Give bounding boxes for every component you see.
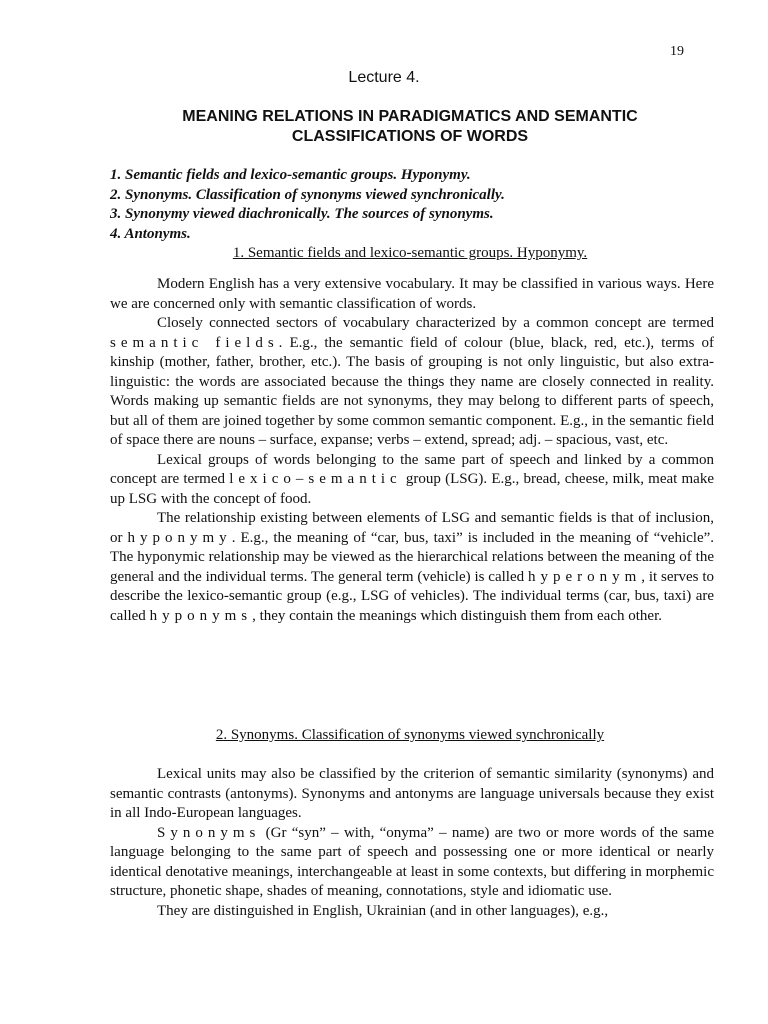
paragraph	[110, 824, 714, 902]
paragraph-text: Closely connected sectors of vocabulary characterized by a common concept are termed	[157, 315, 714, 331]
paragraph	[110, 765, 714, 824]
paragraph-text: Lexical groups of words belonging to the same part of speech and linked by a common concept are termed	[110, 451, 714, 487]
spaced-term: hyperonym	[527, 568, 642, 585]
page-number: 19	[670, 44, 684, 59]
paragraph	[110, 509, 714, 626]
paragraph	[110, 902, 714, 922]
outline-item: 4. Antonyms.	[110, 225, 191, 242]
spaced-term: lexico–semantic	[229, 471, 402, 487]
section-2-heading: 2. Synonyms. Classification of synonyms viewed synchronically	[215, 727, 605, 743]
page-title	[110, 107, 710, 147]
lecture-outline	[110, 166, 710, 244]
paragraph-text: (Gr “syn” – with, “onyma” – name) are two or more words of the same language belonging to the same part of speech and possessing one or more identical or nearly identical denotative meanings, interchangeable at least in some contexts, but differing in morphemic structure, phonetic shape, shades of meaning, connotations, style and idiomatic use.	[110, 824, 714, 899]
paragraph	[110, 314, 714, 451]
paragraph-text: , they contain the meanings which distinguish them from each other.	[252, 607, 662, 624]
spaced-term: hyponyms	[149, 607, 253, 624]
paragraph-text: They are distinguished in English, Ukrainian (and in other languages), e.g.,	[157, 902, 609, 919]
section-1-heading: 1. Semantic fields and lexico-semantic groups. Hyponymy.	[232, 245, 588, 261]
paragraph-text: . E.g., the meaning of “car, bus, taxi” is included in the meaning of “vehicle”. The hyponymic relationship may be viewed as the hierarchical relations between the meaning of the general and the individual terms. The general term (vehicle) is called	[110, 529, 715, 585]
paragraph-text: Lexical units may also be classified by the criterion of semantic similarity (synonyms) and semantic contrasts (antonyms). Synonyms and antonyms are language universals because they exist in all Indo-European languages.	[110, 766, 714, 821]
paragraph-text: Modern English has a very extensive vocabulary. It may be classified in various ways. Here we are concerned only with semantic classification of words.	[110, 276, 714, 312]
spaced-term: Synonyms	[157, 824, 261, 841]
spaced-term: semantic fields	[110, 334, 279, 351]
outline-item: 2. Synonyms. Classification of synonyms viewed synchronically.	[110, 186, 505, 203]
outline-item: 1. Semantic fields and lexico-semantic groups. Hyponymy.	[110, 167, 471, 183]
section-2-body	[110, 765, 714, 921]
lecture-label: Lecture 4.	[348, 69, 420, 86]
title-line-1: MEANING RELATIONS IN PARADIGMATICS AND SEMANTIC	[182, 108, 638, 125]
paragraph	[110, 451, 714, 510]
spaced-term: hyponymy	[127, 529, 232, 546]
paragraph-text: . E.g., the semantic field of colour (blue, black, red, etc.), terms of kinship (mother, father, brother, etc.). The basis of grouping is not only linguistic, but also extra-linguistic: the words are associated because the things they name are closely connected in reality. Words making up semantic fields are not synonyms, they may belong to different parts of speech, but all of them are joined together by some common semantic component. E.g., in the semantic field of space there are nouns – surface, expanse; verbs – extend, spread; adj. – spacious, vast, etc.	[110, 334, 715, 448]
section-1-body	[110, 275, 714, 626]
paragraph	[110, 275, 714, 314]
paragraph-text: group (LSG). E.g., bread, cheese, milk, meat make up LSG with the concept of food.	[110, 471, 714, 507]
outline-item: 3. Synonymy viewed diachronically. The sources of synonyms.	[110, 206, 494, 222]
paragraph-text: The relationship existing between elements of LSG and semantic fields is that of inclusion, or	[110, 510, 714, 546]
title-line-2: CLASSIFICATIONS OF WORDS	[291, 128, 529, 145]
paragraph-text: , it serves to describe the lexico-semantic group (e.g., LSG of vehicles). The individual terms (car, bus, taxi) are called	[110, 568, 714, 624]
